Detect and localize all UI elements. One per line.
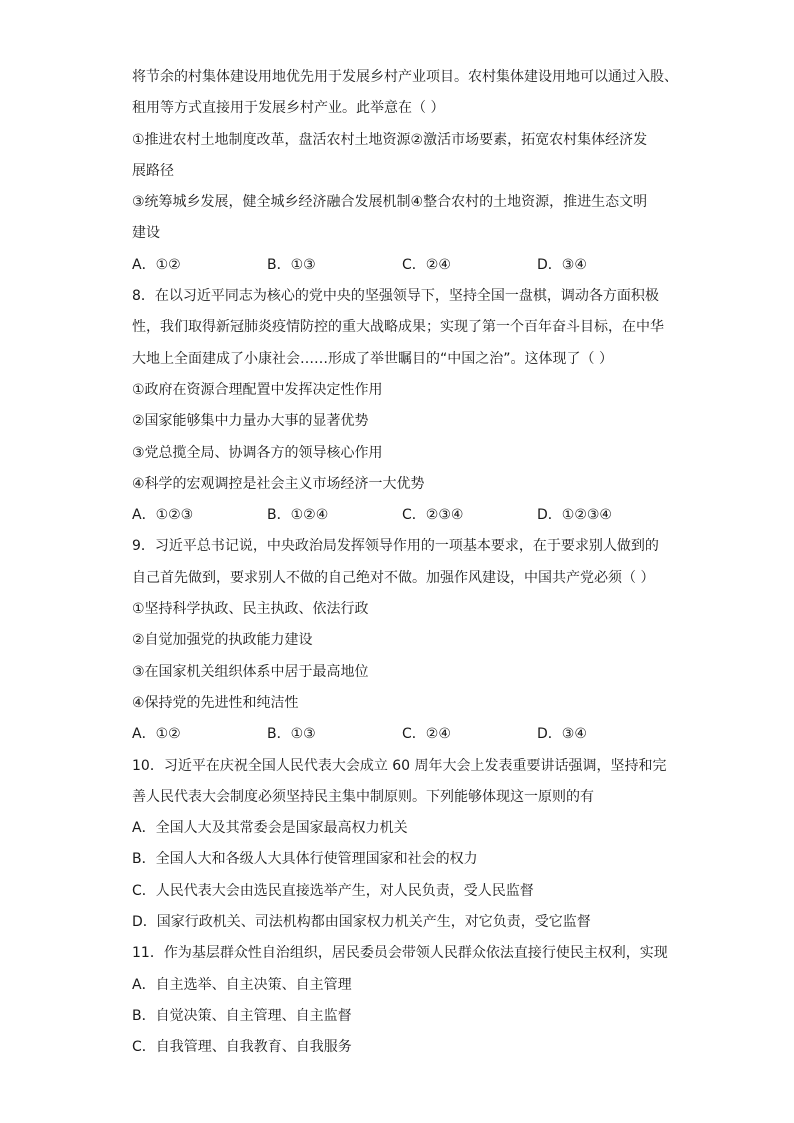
q9-statement: ①坚持科学执政、民主执政、依法行政 [132, 601, 369, 618]
q9-option-a: A．①② [132, 726, 181, 743]
q7-option-a: A．①② [132, 256, 181, 273]
q8-statement: ①政府在资源合理配置中发挥决定性作用 [132, 381, 383, 398]
q8-stem: 性，我们取得新冠肺炎疫情防控的重大战略成果；实现了第一个百年奋斗目标，在中华 [132, 319, 664, 336]
q8-option-c: C．②③④ [402, 507, 464, 524]
q8-statement: ②国家能够集中力量办大事的显著优势 [132, 413, 369, 430]
question-content [132, 62, 678, 1064]
q10-option-b: B．全国人大和各级人大具体行使管理国家和社会的权力 [132, 851, 478, 868]
q10-stem: 10．习近平在庆祝全国人民代表大会成立 60 周年大会上发表重要讲话强调，坚持和完 [132, 757, 667, 774]
q9-option-d: D．③④ [537, 726, 587, 743]
q8-option-d: D．①②③④ [537, 507, 612, 524]
q11-option-b: B．自觉决策、自主管理、自主监督 [132, 1007, 352, 1024]
q7-statement: ③统筹城乡发展，健全城乡经济融合发展机制④整合农村的土地资源，推进生态文明 [132, 194, 648, 211]
q10-option-c: C．人民代表大会由选民直接选举产生，对人民负责，受人民监督 [132, 882, 534, 899]
q8-option-a: A．①②③ [132, 507, 194, 524]
q7-statement: 建设 [132, 225, 160, 242]
q10-option-a: A．全国人大及其常委会是国家最高权力机关 [132, 820, 408, 837]
q7-statement: ①推进农村土地制度改革，盘活农村土地资源②激活市场要素，拓宽农村集体经济发 [132, 131, 648, 148]
q9-statement: ②自觉加强党的执政能力建设 [132, 632, 313, 649]
q9-stem: 自己首先做到，要求别人不做的自己绝对不做。加强作风建设，中国共产党必须（ ） [132, 569, 655, 586]
q10-stem: 善人民代表大会制度必须坚持民主集中制原则。下列能够体现这一原则的有 [132, 788, 594, 805]
intro-line: 租用等方式直接用于发展乡村产业。此举意在（ ） [132, 100, 445, 117]
q11-option-c: C．自我管理、自我教育、自我服务 [132, 1039, 352, 1056]
q8-statement: ④科学的宏观调控是社会主义市场经济一大优势 [132, 475, 425, 492]
q9-stem: 9．习近平总书记说，中央政治局发挥领导作用的一项基本要求，在于要求别人做到的 [132, 538, 659, 555]
q8-stem: 8．在以习近平同志为核心的党中央的坚强领导下，坚持全国一盘棋，调动各方面积极 [132, 288, 659, 305]
q8-options [132, 500, 672, 531]
q7-statement: 展路径 [132, 162, 174, 179]
q10-option-d: D．国家行政机关、司法机构都由国家权力机关产生，对它负责，受它监督 [132, 914, 591, 931]
q9-option-c: C．②④ [402, 726, 451, 743]
q7-option-c: C．②④ [402, 256, 451, 273]
q9-option-b: B．①③ [267, 726, 316, 743]
q9-options [132, 719, 672, 750]
q7-option-b: B．①③ [267, 256, 316, 273]
q9-statement: ④保持党的先进性和纯洁性 [132, 694, 299, 711]
q7-options [132, 250, 672, 281]
q9-statement: ③在国家机关组织体系中居于最高地位 [132, 663, 369, 680]
q8-option-b: B．①②④ [267, 507, 329, 524]
intro-line: 将节余的村集体建设用地优先用于发展乡村产业项目。农村集体建设用地可以通过入股、 [132, 69, 678, 85]
q7-option-d: D．③④ [537, 256, 587, 273]
q8-statement: ③党总揽全局、协调各方的领导核心作用 [132, 444, 383, 461]
q8-stem: 大地上全面建成了小康社会……形成了举世瞩目的“中国之治”。这体现了（ ） [132, 350, 613, 367]
q11-option-a: A．自主选举、自主决策、自主管理 [132, 976, 352, 993]
q11-stem: 11．作为基层群众性自治组织，居民委员会带领人民群众依法直接行使民主权利，实现 [132, 945, 668, 962]
